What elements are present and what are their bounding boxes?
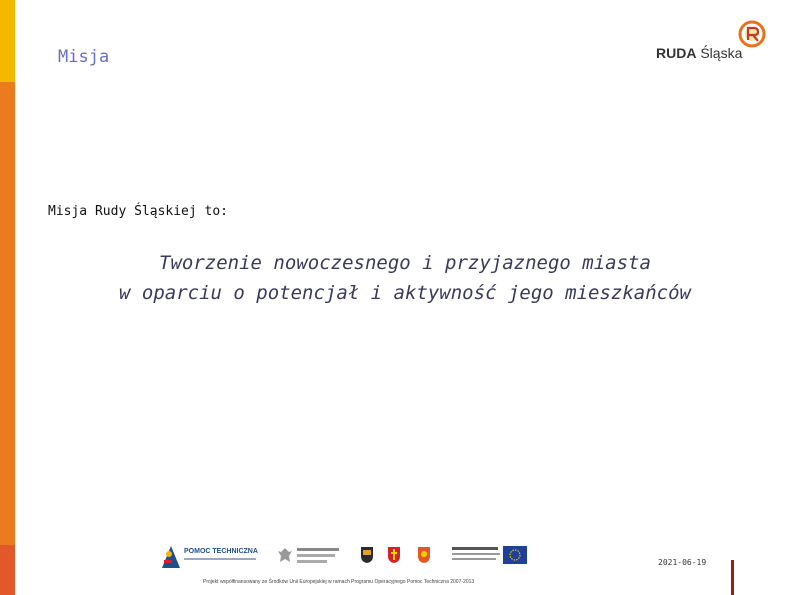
pomoc-subtitle-line <box>184 558 256 560</box>
ministerstwo-text-line <box>297 554 335 557</box>
eu-flag-icon <box>503 546 527 564</box>
ruda-slaska-logo <box>650 18 770 68</box>
ministerstwo-eagle-icon <box>277 546 293 566</box>
side-bar-middle <box>0 82 15 545</box>
mission-line: Tworzenie nowoczesnego i przyjaznego miasta <box>159 252 651 274</box>
logo-wordmark <box>656 45 742 61</box>
mission-statement <box>60 248 750 308</box>
coat-of-arms-logo <box>417 546 431 564</box>
pomoc-techniczna-label: POMOC TECHNICZNA <box>184 548 258 555</box>
slide-title: Misja <box>58 47 110 67</box>
slide-date: 2021-06-19 <box>658 558 707 567</box>
pomoc-techniczna-logo <box>160 544 182 570</box>
date-accent-rule <box>731 560 734 595</box>
side-bar-bottom <box>0 545 15 595</box>
ue-fundusz-text-line <box>452 553 500 555</box>
logo-brand-light: Śląska <box>700 45 743 61</box>
coat-of-arms-logo <box>360 546 374 564</box>
ministerstwo-text-line <box>297 560 327 563</box>
lead-text: Misja Rudy Śląskiej to: <box>48 204 229 219</box>
ruda-emblem-icon <box>738 20 766 48</box>
ministerstwo-text-line <box>297 548 339 551</box>
ue-fundusz-text-line <box>452 547 498 550</box>
footer-caption: Projekt współfinansowany ze Środków Unii Europejskiej w ramach Programu Operacyjnego Pomoc Techniczna 2007-2013 <box>203 579 475 585</box>
coat-of-arms-logo <box>387 546 401 564</box>
mission-line: w oparciu o potencjał i aktywność jego mieszkańców <box>119 282 691 304</box>
ue-fundusz-text-line <box>452 558 496 560</box>
logo-brand-bold: RUDA <box>656 45 697 61</box>
side-bar-top <box>0 0 15 82</box>
